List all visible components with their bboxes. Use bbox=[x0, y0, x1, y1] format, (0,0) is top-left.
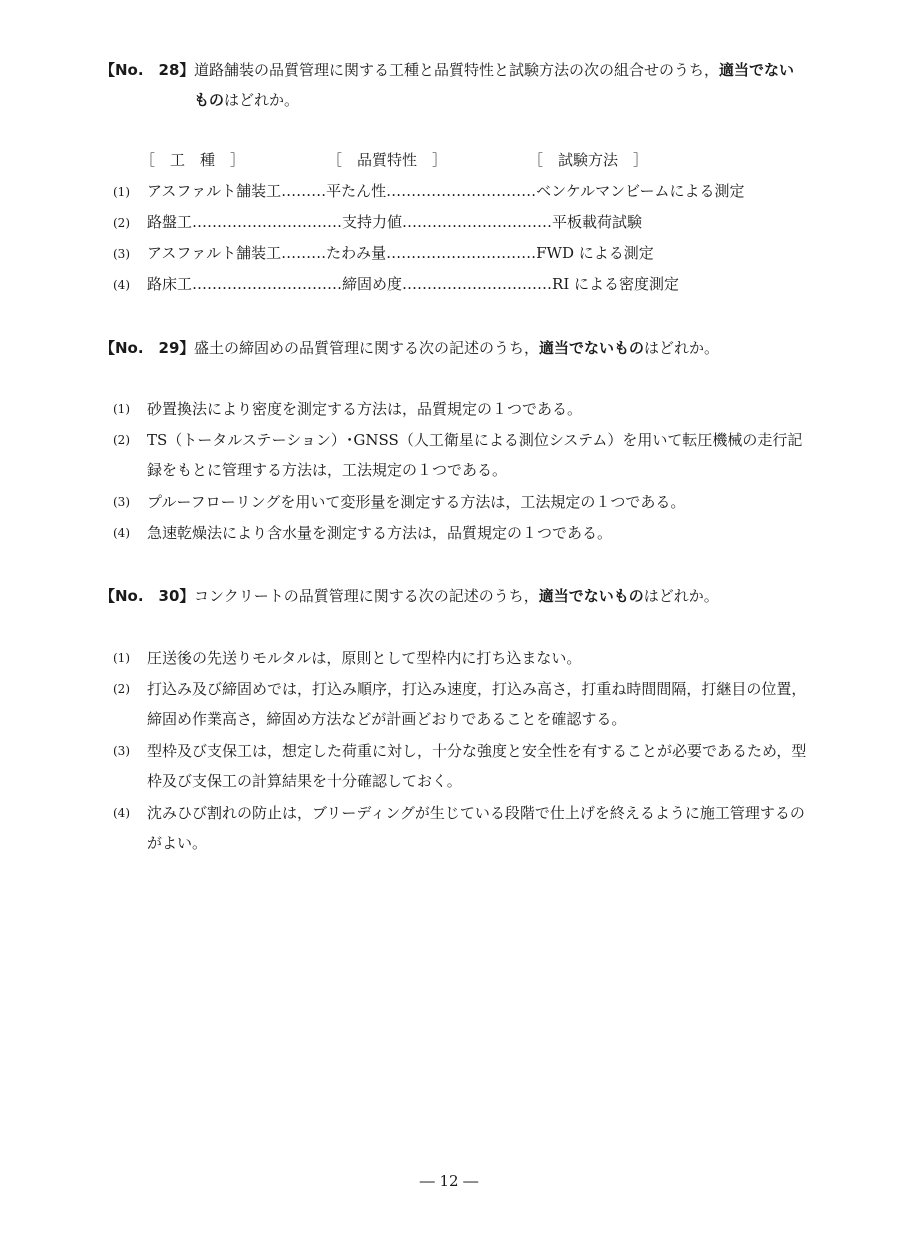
option-text: 型枠及び支保工は，想定した荷重に対し，十分な強度と安全性を有することが必要であるため，型枠及び支保工の計算結果を十分確認しておく。 bbox=[147, 742, 807, 790]
option-item bbox=[113, 394, 813, 424]
option-item bbox=[113, 674, 813, 734]
option-text: 急速乾燥法により含水量を測定する方法は，品質規定の１つである。 bbox=[147, 524, 613, 542]
option-text: 沈みひび割れの防止は，ブリーディングが生じている段階で仕上げを終えるように施工管理するのがよい。 bbox=[147, 804, 805, 852]
option-row: (1) アスファルト舗装工………平たん性…………………………ベンケルマンビームによる測定 bbox=[113, 176, 744, 207]
option-number: (4) bbox=[113, 526, 130, 540]
question-number: 【No. 29】 bbox=[100, 339, 195, 357]
question-number: 【No. 28】 bbox=[100, 61, 195, 79]
option-number: (1) bbox=[113, 651, 130, 665]
option-item bbox=[113, 487, 813, 517]
emphasis: 適当でないもの bbox=[194, 61, 795, 109]
option-row: (2) 路盤工…………………………支持力値…………………………平板載荷試験 bbox=[113, 207, 642, 238]
option-number: (3) bbox=[113, 744, 130, 758]
question-text: 道路舗装の品質管理に関する工種と品質特性と試験方法の次の組合せのうち，適当でないものはどれか。 bbox=[194, 61, 795, 109]
option-number: (1) bbox=[113, 185, 130, 199]
option-number: (2) bbox=[113, 433, 130, 447]
option-text: TS（トータルステーション）･GNSS（人工衛星による測位システム）を用いて転圧機械の走行記録をもとに管理する方法は，工法規定の１つである。 bbox=[147, 431, 803, 479]
option-item bbox=[113, 518, 813, 548]
column-header-work: ［ 工 種 ］ bbox=[140, 151, 246, 169]
option-text: 圧送後の先送りモルタルは，原則として型枠内に打ち込まない。 bbox=[147, 649, 582, 667]
option-item bbox=[113, 643, 813, 673]
option-item bbox=[113, 425, 813, 485]
option-item bbox=[113, 798, 813, 858]
option-text: プルーフローリングを用いて変形量を測定する方法は，工法規定の１つである。 bbox=[147, 493, 686, 511]
option-text: 打込み及び締固めでは，打込み順序，打込み速度，打込み高さ，打重ね時間間隔，打継目の位置，締固め作業高さ，締固め方法などが計画どおりであることを確認する。 bbox=[147, 680, 807, 728]
option-row: (3) アスファルト舗装工………たわみ量…………………………FWD による測定 bbox=[113, 238, 654, 269]
column-header-method: ［ 試験方法 ］ bbox=[528, 151, 649, 169]
option-number: (4) bbox=[113, 806, 130, 820]
column-header-property: ［ 品質特性 ］ bbox=[327, 151, 448, 169]
page-number: ― 12 ― bbox=[419, 1172, 479, 1190]
question-text: コンクリートの品質管理に関する次の記述のうち，適当でないものはどれか。 bbox=[194, 587, 719, 605]
emphasis: 適当でないもの bbox=[538, 587, 644, 605]
emphasis: 適当でないもの bbox=[539, 339, 645, 357]
option-row: (4) 路床工…………………………締固め度…………………………RI による密度測定 bbox=[113, 269, 679, 300]
option-number: (3) bbox=[113, 495, 130, 509]
option-number: (2) bbox=[113, 682, 130, 696]
question-number: 【No. 30】 bbox=[100, 587, 195, 605]
option-number: (2) bbox=[113, 216, 130, 230]
option-number: (3) bbox=[113, 247, 130, 261]
option-number: (1) bbox=[113, 402, 130, 416]
option-text: 砂置換法により密度を測定する方法は，品質規定の１つである。 bbox=[147, 400, 583, 418]
question-text: 盛土の締固めの品質管理に関する次の記述のうち，適当でないものはどれか。 bbox=[194, 339, 720, 357]
option-number: (4) bbox=[113, 278, 130, 292]
option-item bbox=[113, 736, 813, 796]
